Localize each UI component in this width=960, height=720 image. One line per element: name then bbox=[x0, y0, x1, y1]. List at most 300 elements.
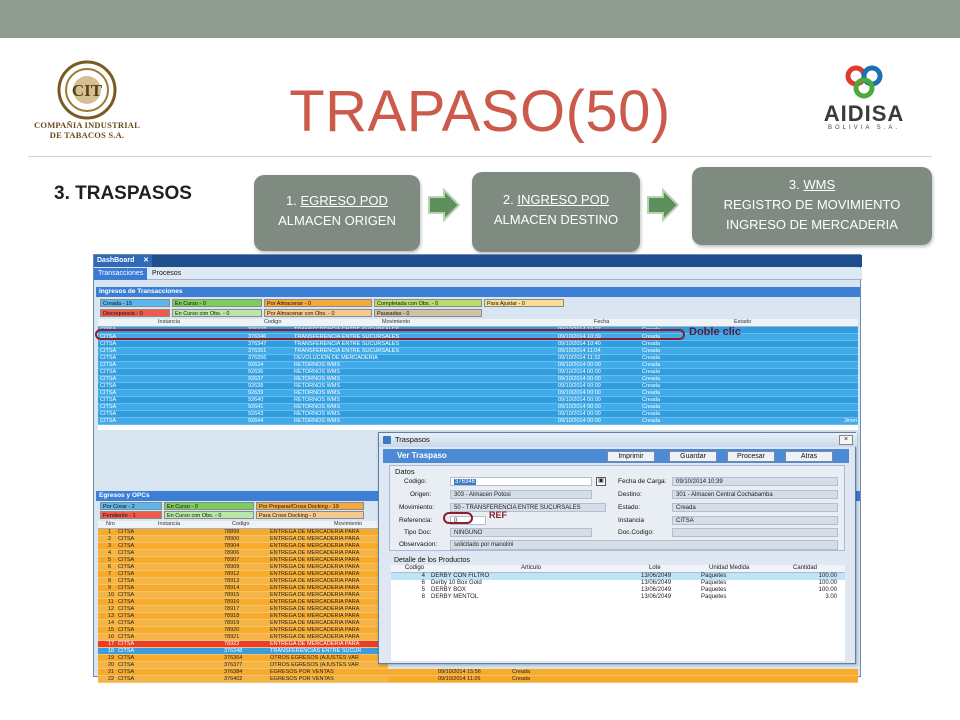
cell-movimiento: ENTREGA DE MERCADERIA PARA bbox=[270, 543, 360, 549]
table-row[interactable] bbox=[98, 592, 388, 599]
cell-estado: Creada bbox=[642, 383, 661, 389]
cell-codigo: 78919 bbox=[224, 620, 240, 626]
legend-egr-en-curso-obs[interactable]: En Curso con Obs. - 0 bbox=[164, 511, 254, 519]
cell-nro: 21 bbox=[108, 669, 115, 675]
estado-label: Estado: bbox=[618, 504, 641, 511]
cell-lote: 13/06/2049 bbox=[641, 573, 672, 579]
cell-articulo: DERBY MENTOL bbox=[431, 594, 479, 600]
cell-nro: 3 bbox=[108, 543, 112, 549]
cell-unidad: Paquetes bbox=[701, 587, 727, 593]
table-row[interactable] bbox=[98, 376, 858, 383]
cell-movimiento: RETORNOS WMS bbox=[294, 369, 341, 375]
cell-lote: 13/06/2049 bbox=[641, 580, 672, 586]
doccodigo-label: Doc.Codigo: bbox=[618, 529, 654, 536]
col-fecha[interactable]: Fecha bbox=[594, 319, 610, 325]
cell-instancia: CITSA bbox=[118, 599, 135, 605]
codigo-field[interactable] bbox=[450, 477, 592, 486]
cell-codigo: 4 bbox=[421, 573, 425, 579]
cell-codigo: 78900 bbox=[224, 536, 240, 542]
cell-codigo: 78906 bbox=[224, 550, 240, 556]
step2-num: 2. bbox=[502, 192, 518, 207]
movimiento-label: Movimiento: bbox=[399, 504, 435, 511]
table-row[interactable] bbox=[391, 587, 845, 594]
cell-instancia: CITSA bbox=[118, 634, 135, 640]
step-ingreso-pod bbox=[472, 172, 640, 252]
cell-nro: 18 bbox=[108, 648, 115, 654]
cell-codigo: 78899 bbox=[224, 529, 240, 535]
cell-movimiento: EGRESOS POR VENTAS bbox=[270, 669, 334, 675]
dashboard-tab-label: DashBoard bbox=[97, 257, 135, 264]
col-det-cantidad[interactable]: Cantidad bbox=[793, 565, 818, 571]
cell-movimiento: ENTREGA DE MERCADERIA PARA bbox=[270, 578, 360, 584]
step-egreso-pod bbox=[254, 175, 420, 251]
table-row[interactable] bbox=[98, 529, 388, 536]
col-codigo[interactable]: Codigo bbox=[264, 319, 282, 325]
table-row[interactable] bbox=[98, 571, 388, 578]
detalle-section bbox=[391, 557, 845, 661]
cell-nro: 1 bbox=[108, 529, 112, 535]
logo-line-2: DE TABACOS S.A. bbox=[49, 130, 125, 140]
cell-articulo: DERBY CON FILTRO bbox=[431, 573, 490, 579]
cell-codigo: 78916 bbox=[224, 599, 240, 605]
legend-completada-obs[interactable]: Completada con Obs. - 0 bbox=[374, 299, 482, 307]
cell-nro: 13 bbox=[108, 613, 115, 619]
cell-nro: 5 bbox=[108, 557, 112, 563]
legend-para-ajustar[interactable]: Para Ajustar - 0 bbox=[484, 299, 564, 307]
referencia-label: Referencia: bbox=[399, 517, 433, 524]
cell-instancia: CITSA bbox=[100, 404, 117, 410]
close-icon[interactable]: × bbox=[839, 435, 853, 445]
atras-button[interactable]: Atras bbox=[785, 451, 833, 462]
cell-movimiento: ENTREGA DE MERCADERIA PARA bbox=[270, 613, 360, 619]
legend-por-crear[interactable]: Por Crear - 2 bbox=[100, 502, 162, 510]
cell-instancia: CITSA bbox=[118, 529, 135, 535]
col-egr-instancia[interactable]: Instancia bbox=[158, 521, 181, 527]
cell-fecha: 09/10/2014 00:00 bbox=[558, 404, 601, 410]
cell-extra: Jimm bbox=[844, 418, 858, 424]
top-banner bbox=[0, 0, 960, 38]
table-row[interactable] bbox=[98, 383, 858, 390]
table-row[interactable] bbox=[98, 543, 388, 550]
col-movimiento[interactable]: Movimiento bbox=[382, 319, 411, 325]
ref-highlight-ring bbox=[443, 512, 473, 524]
cell-codigo: 78904 bbox=[224, 543, 240, 549]
cell-instancia: CITSA bbox=[118, 662, 135, 668]
fecha-field[interactable]: 09/10/2014 10:39 bbox=[672, 477, 838, 486]
cell-fecha: 09/10/2014 00:00 bbox=[558, 390, 601, 396]
legend-en-curso[interactable]: En Curso - 0 bbox=[172, 299, 262, 307]
cell-nro: 14 bbox=[108, 620, 115, 626]
svg-text:CIT: CIT bbox=[71, 81, 103, 100]
cell-nro: 20 bbox=[108, 662, 115, 668]
cell-movimiento: OTROS EGRESOS (AJUSTES VAR bbox=[270, 662, 359, 668]
cell-movimiento: TRANSFERENCIA ENTRE SUCURSALES bbox=[294, 334, 400, 340]
cell-movimiento: ENTREGA DE MERCADERIA PARA bbox=[270, 606, 360, 612]
step3-line2: REGISTRO DE MOVIMIENTO bbox=[723, 197, 901, 212]
cell-movimiento: EGRESOS POR VENTAS bbox=[270, 676, 334, 682]
cell-estado: Creada bbox=[642, 362, 661, 368]
cell-fecha: 09/10/2014 10:27 bbox=[558, 327, 601, 333]
cell-codigo: 92639 bbox=[248, 390, 264, 396]
cell-codigo: 92641 bbox=[248, 404, 264, 410]
origen-label: Origen: bbox=[410, 491, 432, 498]
cell-codigo: 92638 bbox=[248, 383, 264, 389]
table-row[interactable] bbox=[98, 613, 388, 620]
cell-movimiento: RETORNOS WMS bbox=[294, 390, 341, 396]
cell-codigo: 376364 bbox=[224, 655, 243, 661]
cell-codigo: 376346 bbox=[248, 334, 267, 340]
codigo-label: Codigo: bbox=[404, 478, 427, 485]
cell-fecha: 09/10/2014 10:40 bbox=[558, 341, 601, 347]
traspasos-dialog bbox=[378, 432, 856, 664]
cell-instancia: CITSA bbox=[118, 592, 135, 598]
cell-codigo: 92643 bbox=[248, 411, 264, 417]
cell-codigo: 78920 bbox=[224, 627, 240, 633]
step1-link[interactable]: EGRESO POD bbox=[300, 193, 388, 208]
cell-nro: 16 bbox=[108, 634, 115, 640]
dialog-titlebar bbox=[379, 433, 857, 447]
observacion-field[interactable]: solicitado por manolini bbox=[450, 540, 838, 550]
cell-unidad: Paquetes bbox=[701, 594, 727, 600]
cell-movimiento: RETORNOS WMS bbox=[294, 411, 341, 417]
cell-instancia: CITSA bbox=[100, 341, 117, 347]
detalle-header bbox=[391, 565, 845, 573]
cell-instancia: CITSA bbox=[118, 613, 135, 619]
table-row-tail[interactable] bbox=[388, 676, 858, 683]
cell-movimiento: OTROS EGRESOS (AJUSTES VAR bbox=[270, 655, 359, 661]
cell-estado: Creada bbox=[642, 376, 661, 382]
table-row[interactable] bbox=[98, 599, 388, 606]
col-egr-codigo[interactable]: Codigo bbox=[232, 521, 250, 527]
step3-line3: INGRESO DE MERCADERIA bbox=[726, 217, 898, 232]
table-row[interactable] bbox=[391, 573, 845, 580]
close-icon[interactable]: ✕ bbox=[143, 257, 149, 264]
cell-codigo: 78914 bbox=[224, 585, 240, 591]
cell-instancia: CITSA bbox=[100, 362, 117, 368]
cell-codigo: 376377 bbox=[224, 662, 243, 668]
cell-nro: 12 bbox=[108, 606, 115, 612]
legend-pausadas[interactable]: Pausadas - 0 bbox=[374, 309, 482, 317]
cell-movimiento: ENTREGA DE MERCADERIA PARA bbox=[270, 599, 360, 605]
arrow-right-icon bbox=[427, 188, 461, 222]
col-det-unidad[interactable]: Unidad Medida bbox=[709, 565, 750, 571]
cell-codigo: 92634 bbox=[248, 362, 264, 368]
dialog-header: Ver Traspaso bbox=[397, 451, 447, 460]
cell-codigo: 376356 bbox=[248, 355, 267, 361]
cell-codigo: 92637 bbox=[248, 376, 264, 382]
cell-instancia: CITSA bbox=[118, 606, 135, 612]
cell-instancia: CITSA bbox=[118, 655, 135, 661]
step1-line2: ALMACEN ORIGEN bbox=[278, 213, 396, 228]
table-row[interactable] bbox=[98, 397, 858, 404]
doccodigo-field[interactable] bbox=[672, 528, 838, 537]
legend-por-preparar[interactable]: Por Preparar/Cross Docking - 19 bbox=[256, 502, 364, 510]
ingresos-grid-header bbox=[98, 319, 858, 327]
table-row[interactable] bbox=[98, 627, 388, 634]
table-row[interactable] bbox=[98, 620, 388, 627]
cell-instancia: CITSA bbox=[118, 585, 135, 591]
cell-cantidad: 100.00 bbox=[818, 580, 837, 586]
cell-codigo: 6 bbox=[421, 580, 425, 586]
detalle-legend: Detalle de los Productos bbox=[394, 557, 470, 564]
cell-movimiento: ENTREGA DE MERCADERIA PARA bbox=[270, 557, 360, 563]
cell-estado: Creada bbox=[642, 341, 661, 347]
table-row[interactable] bbox=[98, 634, 388, 641]
table-row[interactable] bbox=[98, 606, 388, 613]
observacion-label: Observacion: bbox=[399, 541, 438, 548]
cell-codigo: 78907 bbox=[224, 557, 240, 563]
table-row[interactable] bbox=[98, 390, 858, 397]
cell-instancia: CITSA bbox=[118, 669, 135, 675]
col-det-lote[interactable]: Lote bbox=[649, 565, 661, 571]
table-row[interactable] bbox=[98, 578, 388, 585]
destino-label: Destino: bbox=[618, 491, 642, 498]
table-row[interactable] bbox=[98, 348, 858, 355]
table-row[interactable] bbox=[98, 557, 388, 564]
cell-movimiento: ENTREGA DE MERCADERIA PARA bbox=[270, 550, 360, 556]
legend-creada[interactable]: Creada - 15 bbox=[100, 299, 170, 307]
cell-fecha: 09/10/2014 00:00 bbox=[558, 376, 601, 382]
table-row[interactable] bbox=[98, 662, 388, 669]
cell-codigo: 78917 bbox=[224, 606, 240, 612]
cell-estado: Creada bbox=[642, 334, 661, 340]
cell-estado: Creada bbox=[512, 669, 531, 675]
table-row[interactable] bbox=[391, 580, 845, 587]
cell-instancia: CITSA bbox=[100, 355, 117, 361]
cell-nro: 7 bbox=[108, 571, 112, 577]
slide-title: TRAPASO(50) bbox=[289, 79, 671, 144]
cell-movimiento: ENTREGA DE MERCADERIA PARA bbox=[270, 585, 360, 591]
legend-cross-docking[interactable]: Para Cross Docking - 0 bbox=[256, 511, 364, 519]
table-row[interactable] bbox=[98, 362, 858, 369]
table-row[interactable] bbox=[391, 594, 845, 601]
cell-instancia: CITSA bbox=[118, 676, 135, 682]
cell-fecha: 09/10/2014 00:00 bbox=[558, 383, 601, 389]
tipodoc-field[interactable]: NINGUNO bbox=[450, 528, 592, 537]
ingresos-header: Ingresos de Transacciones bbox=[96, 287, 860, 297]
ref-annotation: REF bbox=[489, 510, 507, 520]
cell-unidad: Paquetes bbox=[701, 573, 727, 579]
cell-codigo: 92644 bbox=[248, 418, 264, 424]
cell-movimiento: RETORNOS WMS bbox=[294, 404, 341, 410]
movimiento-field[interactable]: 50 - TRANSFERENCIA ENTRE SUCURSALES bbox=[450, 503, 606, 512]
dashboard-titlebar bbox=[94, 255, 862, 267]
cell-codigo: 92640 bbox=[248, 397, 264, 403]
fecha-label: Fecha de Carga: bbox=[618, 478, 667, 485]
cell-instancia: CITSA bbox=[118, 641, 135, 647]
table-row[interactable] bbox=[98, 669, 388, 676]
cell-instancia: CITSA bbox=[100, 383, 117, 389]
instancia-field[interactable]: CITSA bbox=[672, 516, 838, 525]
cell-fecha: 09/10/2014 00:00 bbox=[558, 369, 601, 375]
cell-codigo: 78913 bbox=[224, 578, 240, 584]
instancia-label: Instancia bbox=[618, 517, 645, 524]
cell-estado: Creada bbox=[642, 397, 661, 403]
table-row[interactable] bbox=[98, 418, 858, 425]
cell-estado: Creada bbox=[642, 418, 661, 424]
aidisa-sub: BOLIVIA S.A. bbox=[827, 125, 901, 131]
legend-por-almacenar[interactable]: Por Almacenar - 0 bbox=[264, 299, 372, 307]
table-row-tail[interactable] bbox=[388, 669, 858, 676]
cell-movimiento: ENTREGA DE MERCADERIA PARA bbox=[270, 620, 360, 626]
cell-estado: Creada bbox=[642, 404, 661, 410]
step3-link[interactable]: WMS bbox=[803, 177, 836, 192]
cell-codigo: 78922 bbox=[224, 641, 240, 647]
table-row[interactable] bbox=[98, 404, 858, 411]
cell-movimiento: RETORNOS WMS bbox=[294, 383, 341, 389]
cell-estado: Creada bbox=[642, 348, 661, 354]
lookup-icon[interactable]: ▣ bbox=[596, 477, 606, 486]
cell-codigo: 92636 bbox=[248, 369, 264, 375]
col-nro[interactable]: Nro bbox=[106, 521, 115, 527]
table-row[interactable] bbox=[98, 411, 858, 418]
cell-codigo: 78921 bbox=[224, 634, 240, 640]
cell-estado: Creada bbox=[642, 369, 661, 375]
cell-instancia: CITSA bbox=[100, 418, 117, 424]
cell-articulo: DERBY BOX bbox=[431, 587, 466, 593]
cell-unidad: Paquetes bbox=[701, 580, 727, 586]
cell-movimiento: RETORNOS WMS bbox=[294, 418, 341, 424]
tab-transacciones[interactable]: Transacciones bbox=[94, 268, 147, 280]
table-row[interactable] bbox=[98, 564, 388, 571]
cell-fecha: 09/10/2014 11:26 bbox=[438, 676, 481, 682]
table-row[interactable] bbox=[98, 341, 858, 348]
cell-movimiento: TRANSFERENCIA ENTRE SUCURSALES bbox=[294, 348, 400, 354]
cell-codigo: 78918 bbox=[224, 613, 240, 619]
cell-fecha: 09/10/2014 11:32 bbox=[558, 355, 601, 361]
col-egr-movimiento[interactable]: Movimiento bbox=[334, 521, 363, 527]
table-row[interactable] bbox=[98, 676, 388, 683]
cell-nro: 6 bbox=[108, 564, 112, 570]
datos-fieldset bbox=[389, 465, 845, 551]
table-row[interactable] bbox=[98, 655, 388, 662]
legend-pendiente[interactable]: Pendiente - 1 bbox=[100, 511, 162, 519]
guardar-button[interactable]: Guardar bbox=[669, 451, 717, 462]
cell-instancia: CITSA bbox=[100, 411, 117, 417]
cell-nro: 17 bbox=[108, 641, 115, 647]
cell-instancia: CITSA bbox=[118, 564, 135, 570]
table-row[interactable] bbox=[98, 550, 388, 557]
section-heading: 3. TRASPASOS bbox=[54, 183, 192, 204]
col-det-articulo[interactable]: Articulo bbox=[521, 565, 542, 571]
egresos-grid-header bbox=[98, 521, 388, 529]
legend-discrepancia[interactable]: Discrepancia - 0 bbox=[100, 309, 170, 317]
detalle-rows bbox=[391, 573, 845, 661]
legend-egr-en-curso[interactable]: En Curso - 0 bbox=[164, 502, 254, 510]
cell-codigo: 376348 bbox=[224, 648, 243, 654]
cell-instancia: CITSA bbox=[118, 550, 135, 556]
table-row[interactable] bbox=[98, 641, 388, 648]
cell-movimiento: ENTREGA DE MERCADERIA PARA bbox=[270, 571, 360, 577]
cell-fecha: 09/10/2014 15:56 bbox=[438, 669, 481, 675]
cell-estado: Creada bbox=[642, 390, 661, 396]
destino-field[interactable]: 301 - Almacen Central Cochabamba bbox=[672, 490, 838, 499]
cell-movimiento: DEVOLUCION DE MERCADERIA bbox=[294, 355, 378, 361]
egresos-grid bbox=[98, 529, 388, 682]
cell-nro: 4 bbox=[108, 550, 112, 556]
col-instancia[interactable]: Instancia bbox=[158, 319, 181, 325]
legend-en-curso-obs[interactable]: En Curso con Obs. - 0 bbox=[172, 309, 262, 317]
codigo-value: 376346 bbox=[455, 479, 476, 485]
step-wms bbox=[692, 167, 932, 245]
cell-instancia: CITSA bbox=[100, 369, 117, 375]
aidisa-name: AIDISA bbox=[823, 101, 905, 126]
doble-clic-annotation: Doble clic bbox=[689, 326, 741, 338]
dialog-title: Traspasos bbox=[395, 435, 430, 444]
dashboard-tab[interactable] bbox=[94, 255, 152, 267]
cell-codigo: 78912 bbox=[224, 571, 240, 577]
table-row[interactable] bbox=[98, 355, 858, 362]
cell-movimiento: ENTREGA DE MERCADERIA PARA bbox=[270, 592, 360, 598]
cell-articulo: Derby 10 Box Gold bbox=[431, 580, 482, 586]
cell-fecha: 09/10/2014 10:39 bbox=[558, 334, 601, 340]
cell-estado: Creada bbox=[642, 355, 661, 361]
cell-instancia: CITSA bbox=[118, 557, 135, 563]
cell-movimiento: ENTREGA DE MERCADERIA PARA bbox=[270, 634, 360, 640]
cell-instancia: CITSA bbox=[100, 334, 117, 340]
cell-codigo: 376347 bbox=[248, 341, 267, 347]
cell-instancia: CITSA bbox=[100, 376, 117, 382]
cell-instancia: CITSA bbox=[118, 578, 135, 584]
cell-fecha: 09/10/2014 00:00 bbox=[558, 397, 601, 403]
cell-lote: 13/06/2049 bbox=[641, 594, 672, 600]
cell-codigo: 8 bbox=[421, 594, 425, 600]
step2-link[interactable]: INGRESO POD bbox=[517, 192, 610, 207]
cell-codigo: 376402 bbox=[224, 676, 243, 682]
cell-nro: 22 bbox=[108, 676, 115, 682]
cell-cantidad: 100.00 bbox=[818, 573, 837, 579]
cell-movimiento: ENTREGA DE MERCADERIA PARA bbox=[270, 529, 360, 535]
cell-codigo: 376327 bbox=[248, 327, 267, 333]
origen-field[interactable]: 303 - Almacen Potosi bbox=[450, 490, 592, 499]
step2-line2: ALMACEN DESTINO bbox=[493, 212, 619, 227]
cell-movimiento: TRANSFERENCIAS ENTRE SUCUR bbox=[270, 648, 362, 654]
cell-codigo: 376384 bbox=[224, 669, 243, 675]
cell-movimiento: RETORNOS WMS bbox=[294, 397, 341, 403]
dashboard-tabs bbox=[94, 268, 862, 280]
cell-movimiento: RETORNOS WMS bbox=[294, 376, 341, 382]
cell-instancia: CITSA bbox=[100, 327, 117, 333]
table-row[interactable] bbox=[98, 536, 388, 543]
referencia-field[interactable]: 0 bbox=[450, 516, 486, 525]
cell-movimiento: TRANSFERENCIA ENTRE SUCURSALES bbox=[294, 327, 400, 333]
cell-estado: Creada bbox=[512, 676, 531, 682]
arrow-right-icon bbox=[646, 188, 680, 222]
legend-por-almacenar-obs[interactable]: Por Almacenar con Obs. - 0 bbox=[264, 309, 372, 317]
cell-cantidad: 3.00 bbox=[825, 594, 837, 600]
table-row[interactable] bbox=[98, 648, 388, 655]
cell-movimiento: ENTREGA DE MERCADERIA PARA bbox=[270, 536, 360, 542]
procesar-button[interactable]: Procesar bbox=[727, 451, 775, 462]
table-row[interactable] bbox=[98, 369, 858, 376]
cell-instancia: CITSA bbox=[100, 390, 117, 396]
table-row[interactable] bbox=[98, 585, 388, 592]
cell-codigo: 376351 bbox=[248, 348, 267, 354]
cell-movimiento: ENTREGA DE MERCADERIA PARA bbox=[270, 564, 360, 570]
tab-procesos[interactable]: Procesos bbox=[152, 270, 182, 277]
cell-lote: 13/06/2049 bbox=[641, 587, 672, 593]
estado-field[interactable]: Creada bbox=[672, 503, 838, 512]
cell-nro: 8 bbox=[108, 578, 112, 584]
col-estado[interactable]: Estado bbox=[734, 319, 752, 325]
col-det-codigo[interactable]: Codigo bbox=[405, 565, 425, 571]
imprimir-button[interactable]: Imprimir bbox=[607, 451, 655, 462]
cell-movimiento: RETORNOS WMS bbox=[294, 362, 341, 368]
cell-codigo: 5 bbox=[421, 587, 425, 593]
cell-nro: 2 bbox=[108, 536, 112, 542]
cell-instancia: CITSA bbox=[118, 648, 135, 654]
datos-legend: Datos bbox=[395, 467, 415, 476]
